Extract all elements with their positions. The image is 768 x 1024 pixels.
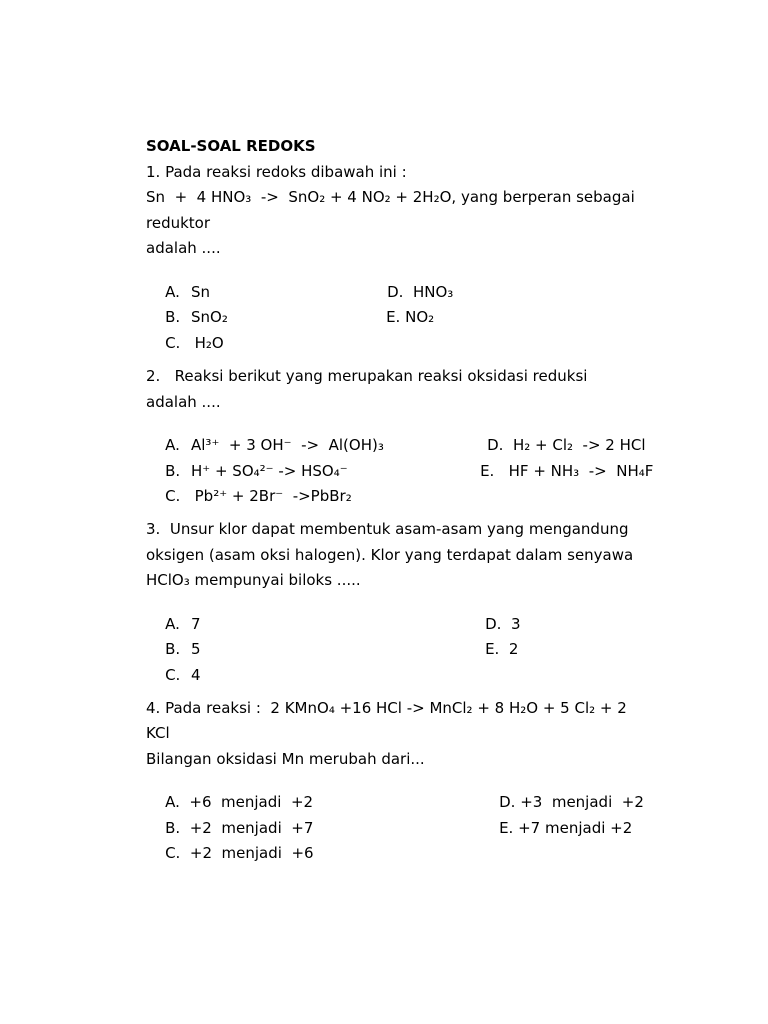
q2-option-e bbox=[461, 444, 653, 498]
option-letter: C. bbox=[165, 334, 181, 352]
q2-stem-line-1: 2. Reaksi berikut yang merupakan reaksi oksidasi reduksi bbox=[146, 367, 588, 385]
q1-stem-line-4: adalah .... bbox=[146, 239, 221, 257]
option-text: +2 menjadi +6 bbox=[189, 844, 314, 862]
q1-stem-line-1: 1. Pada reaksi redoks dibawah ini : bbox=[146, 163, 407, 181]
q4-stem-line-3: Bilangan oksidasi Mn merubah dari... bbox=[146, 750, 425, 768]
q1-option-c bbox=[146, 316, 224, 370]
option-text: +3 menjadi +2 bbox=[520, 793, 644, 811]
option-letter: B. bbox=[165, 640, 181, 658]
option-letter: C. bbox=[165, 666, 181, 684]
option-text: +7 menjadi +2 bbox=[518, 819, 633, 837]
q1-stem-line-2: Sn + 4 HNO₃ -> SnO₂ + 4 NO₂ + 2H₂O, yang berperan sebagai bbox=[146, 188, 635, 206]
option-letter: C. bbox=[165, 844, 181, 862]
option-text: 5 bbox=[191, 640, 201, 658]
q3-option-e bbox=[466, 622, 518, 676]
q3-stem-line-1: 3. Unsur klor dapat membentuk asam-asam yang mengandung bbox=[146, 520, 629, 538]
option-letter: D. bbox=[499, 793, 516, 811]
q4-option-c bbox=[146, 826, 314, 880]
option-text: HF + NH₃ -> NH₄F bbox=[508, 462, 654, 480]
option-letter: A. bbox=[165, 793, 180, 811]
q3-option-c bbox=[146, 648, 201, 702]
option-letter: C. bbox=[165, 487, 181, 505]
option-letter: B. bbox=[165, 462, 181, 480]
option-text: +6 menjadi +2 bbox=[189, 793, 314, 811]
q4-stem-line-2: KCl bbox=[146, 724, 170, 742]
option-letter: E. bbox=[485, 640, 500, 658]
q4-stem-line-1: 4. Pada reaksi : 2 KMnO₄ +16 HCl -> MnCl₂ + 8 H₂O + 5 Cl₂ + 2 bbox=[146, 699, 627, 717]
option-text: SnO₂ bbox=[191, 308, 228, 326]
option-text: +2 menjadi +7 bbox=[189, 819, 314, 837]
q2-option-c bbox=[146, 469, 352, 523]
option-text: 3 bbox=[510, 615, 521, 633]
option-letter: A. bbox=[165, 615, 180, 633]
option-text: Sn bbox=[191, 283, 211, 301]
option-letter: E. bbox=[386, 308, 401, 326]
option-letter: B. bbox=[165, 819, 181, 837]
option-text: HNO₃ bbox=[412, 283, 454, 301]
option-text: NO₂ bbox=[405, 308, 435, 326]
page-title: SOAL-SOAL REDOKS bbox=[146, 137, 316, 155]
option-letter: B. bbox=[165, 308, 181, 326]
option-text: Pb²⁺ + 2Br⁻ ->PbBr₂ bbox=[194, 487, 352, 505]
option-text: 4 bbox=[191, 666, 201, 684]
option-text: 2 bbox=[508, 640, 519, 658]
option-letter: D. bbox=[485, 615, 502, 633]
option-text: H₂O bbox=[194, 334, 224, 352]
option-letter: A. bbox=[165, 436, 180, 454]
q3-stem-line-2: oksigen (asam oksi halogen). Klor yang terdapat dalam senyawa bbox=[146, 546, 634, 564]
q1-option-e bbox=[367, 290, 434, 344]
option-text: Al³⁺ + 3 OH⁻ -> Al(OH)₃ bbox=[191, 436, 384, 454]
option-letter: A. bbox=[165, 283, 180, 301]
q1-stem-line-3: reduktor bbox=[146, 214, 211, 232]
option-letter: D. bbox=[387, 283, 404, 301]
q4-option-e bbox=[480, 801, 632, 855]
option-text: H₂ + Cl₂ -> 2 HCl bbox=[512, 436, 646, 454]
q3-stem-line-3: HClO₃ mempunyai biloks ..... bbox=[146, 571, 361, 589]
option-letter: D. bbox=[487, 436, 504, 454]
option-text: 7 bbox=[191, 615, 201, 633]
option-letter: E. bbox=[499, 819, 514, 837]
q2-stem-line-2: adalah .... bbox=[146, 393, 221, 411]
option-text: H⁺ + SO₄²⁻ -> HSO₄⁻ bbox=[191, 462, 348, 480]
option-letter: E. bbox=[480, 462, 495, 480]
